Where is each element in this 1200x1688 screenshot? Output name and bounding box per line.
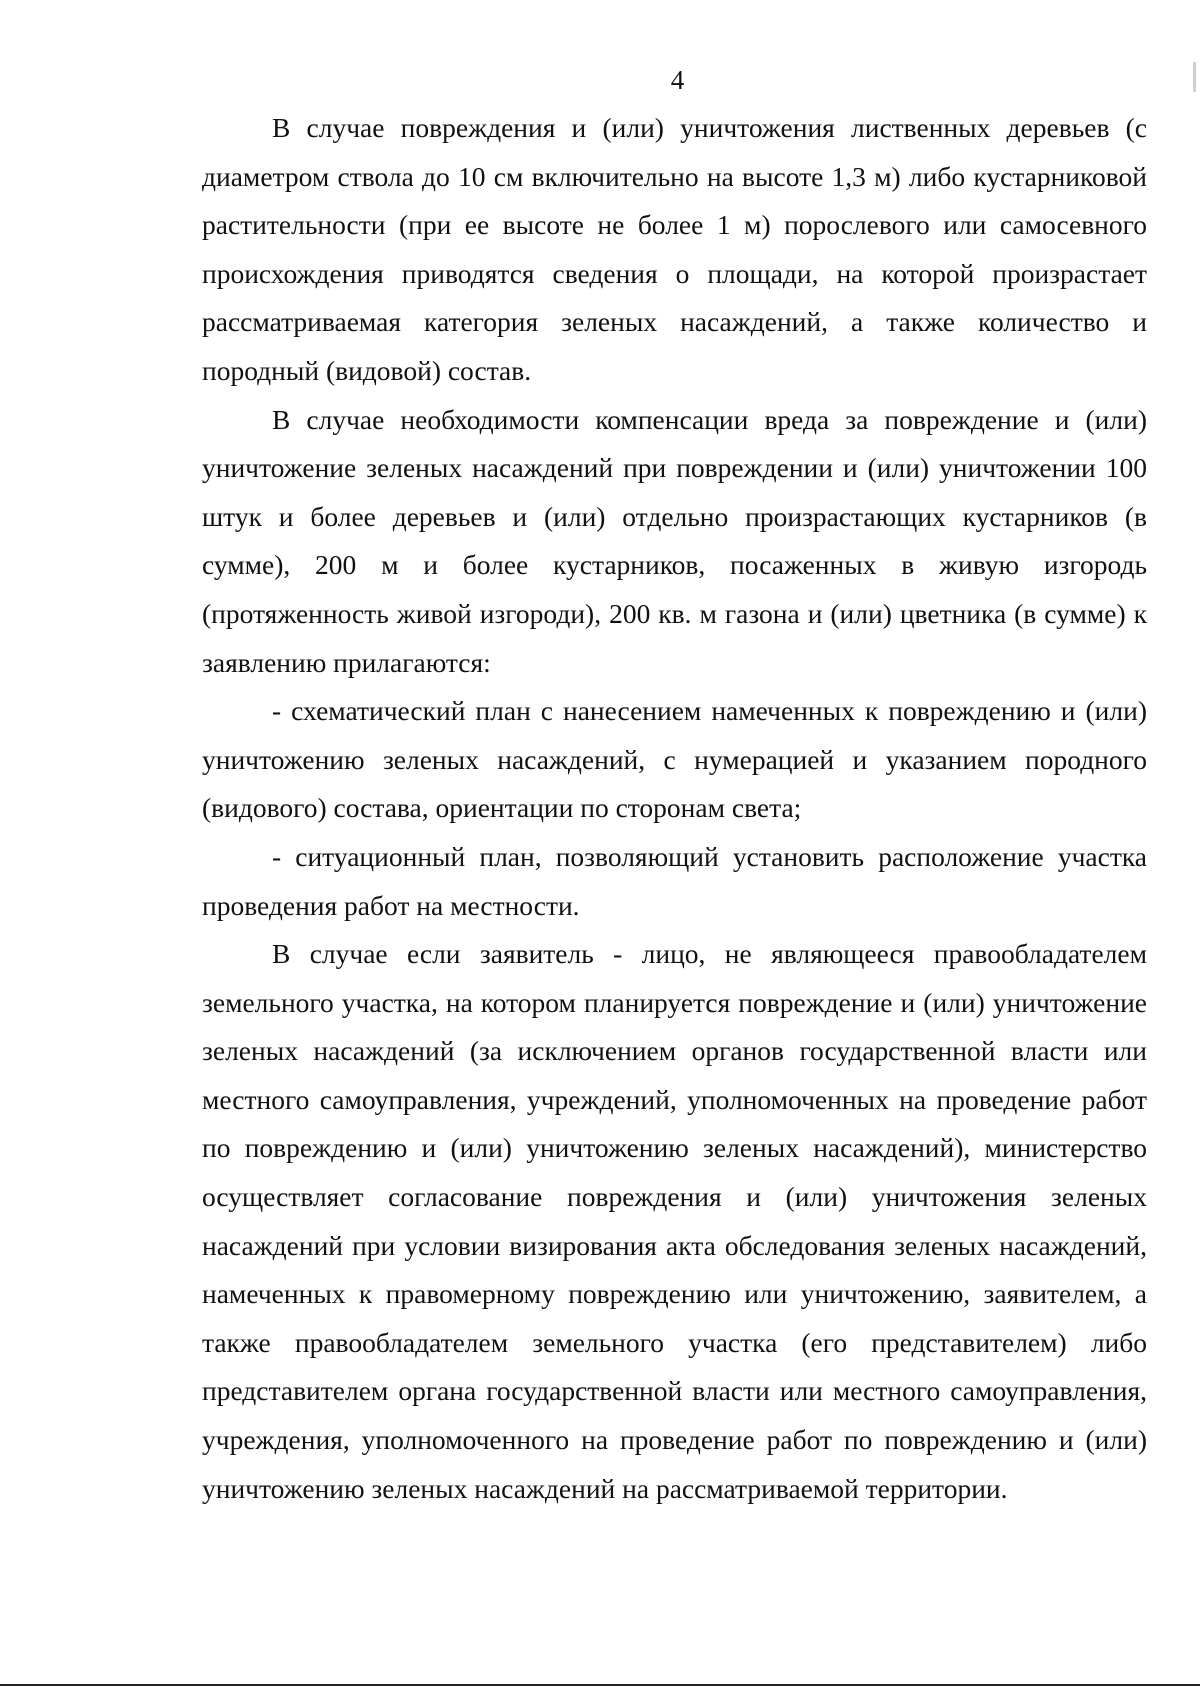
document-body <box>202 104 1147 1513</box>
paragraph-deciduous-trees: В случае повреждения и (или) уничтожения лиственных деревьев (с диаметром ствола до 10 см включительно на высоте 1,3 м) либо кустарниковой растительности (при ее высоте не более 1 м) порослевого или самосевного происхождения приводятся сведения о площади, на которой произрастает рассматриваемая категория зеленых насаждений, а также количество и породный (видовой) состав. <box>202 112 1147 386</box>
scan-artifact <box>1193 62 1196 92</box>
bottom-rule <box>0 1684 1200 1686</box>
list-item-schematic-plan: - схематический план с нанесением намеченных к повреждению и (или) уничтожению зеленых насаждений, с нумерацией и указанием породного (видового) состава, ориентации по сторонам света; <box>202 695 1147 824</box>
list-item-situational-plan: - ситуационный план, позволяющий установить расположение участка проведения работ на местности. <box>202 840 1147 921</box>
page-number: 4 <box>670 65 685 95</box>
paragraph-applicant-approval: В случае если заявитель - лицо, не являющееся правообладателем земельного участка, на котором планируется повреждение и (или) уничтожение зеленых насаждений (за исключением органов государственной власти или местного самоуправления, учреждений, уполномоченных на проведение работ по повреждению и (или) уничтожению зеленых насаждений), министерство осуществляет согласование повреждения и (или) уничтожения зеленых насаждений при условии визирования акта обследования зеленых насаждений, намеченных к правомерному повреждению или уничтожению, заявителем, а также правообладателем земельного участка (его представителем) либо представителем органа государственной власти или местного самоуправления, учреждения, уполномоченного на проведение работ по повреждению и (или) уничтожению зеленых насаждений на рассматриваемой территории. <box>202 938 1147 1504</box>
paragraph-compensation: В случае необходимости компенсации вреда за повреждение и (или) уничтожение зеленых насаждений при повреждении и (или) уничтожении 100 штук и более деревьев и (или) отдельно произрастающих кустарников (в сумме), 200 м и более кустарников, посаженных в живую изгородь (протяженность живой изгороди), 200 кв. м газона и (или) цветника (в сумме) к заявлению прилагаются: <box>202 403 1147 678</box>
